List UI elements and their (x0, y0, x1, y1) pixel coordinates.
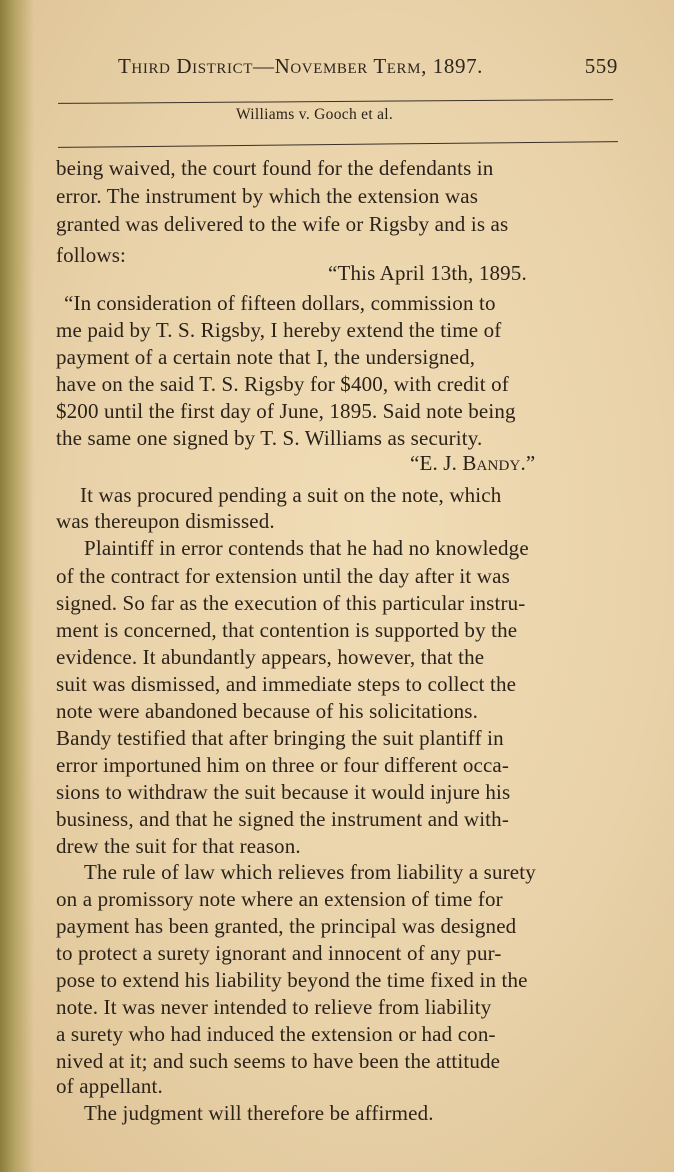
text-line: note. It was never intended to relieve from liability (56, 995, 492, 1019)
text-line: note were abandoned because of his solicitations. (56, 699, 478, 723)
dateline: “This April 13th, 1895. (328, 261, 527, 285)
text-line: The judgment will therefore be affirmed. (84, 1101, 434, 1125)
text-line: on a promissory note where an extension of time for (56, 887, 503, 911)
text-line: a surety who had induced the extension or had con- (56, 1022, 496, 1046)
text-line: drew the suit for that reason. (56, 834, 301, 858)
text-line: error importuned him on three or four different occa- (56, 753, 510, 777)
header-rule-bottom (58, 141, 618, 148)
text-line: $200 until the first day of June, 1895. Said note being (56, 399, 516, 423)
text-line: of the contract for extension until the day after it was (56, 564, 510, 588)
header-rule-top (58, 99, 613, 104)
text-line: pose to extend his liability beyond the time fixed in the (56, 968, 528, 992)
text-line: evidence. It abundantly appears, however, that the (56, 645, 485, 669)
text-line: being waived, the court found for the defendants in (56, 156, 494, 180)
page-gutter-shadow (0, 0, 34, 1172)
text-line: payment of a certain note that I, the undersigned, (56, 345, 476, 369)
text-line: ment is concerned, that contention is supported by the (56, 618, 518, 642)
text-line: me paid by T. S. Rigsby, I hereby extend the time of (56, 318, 502, 342)
text-line: granted was delivered to the wife or Rigsby and is as (56, 212, 509, 236)
text-line: follows: (56, 243, 127, 267)
signature-line: “E. J. Bandy.” (410, 451, 536, 475)
text-line: payment has been granted, the principal was designed (56, 914, 517, 938)
text-line: sions to withdraw the suit because it would injure his (56, 780, 511, 804)
text-line: was thereupon dismissed. (56, 509, 275, 533)
text-line: nived at it; and such seems to have been the attitude (56, 1049, 501, 1073)
text-line: Bandy testified that after bringing the suit plantiff in (56, 726, 504, 750)
page-number: 559 (584, 54, 618, 78)
text-line: business, and that he signed the instrument and with- (56, 807, 509, 831)
text-line: The rule of law which relieves from liability a surety (84, 860, 536, 884)
text-line: Plaintiff in error contends that he had no knowledge (84, 536, 529, 560)
text-line: It was procured pending a suit on the note, which (80, 483, 502, 507)
text-line: signed. So far as the execution of this particular instru- (56, 591, 526, 615)
text-line: suit was dismissed, and immediate steps to collect the (56, 672, 517, 696)
text-line: error. The instrument by which the extension was (56, 184, 479, 208)
text-line: to protect a surety ignorant and innocent of any pur- (56, 941, 502, 965)
text-line: have on the said T. S. Rigsby for $400, with credit of (56, 372, 509, 396)
text-line: the same one signed by T. S. Williams as security. (56, 426, 483, 450)
text-line: “In consideration of fifteen dollars, commission to (64, 291, 496, 315)
case-title: Williams v. Gooch et al. (236, 106, 394, 123)
running-head-title: Third District—November Term, 1897. (118, 54, 484, 78)
text-line: of appellant. (56, 1074, 163, 1098)
